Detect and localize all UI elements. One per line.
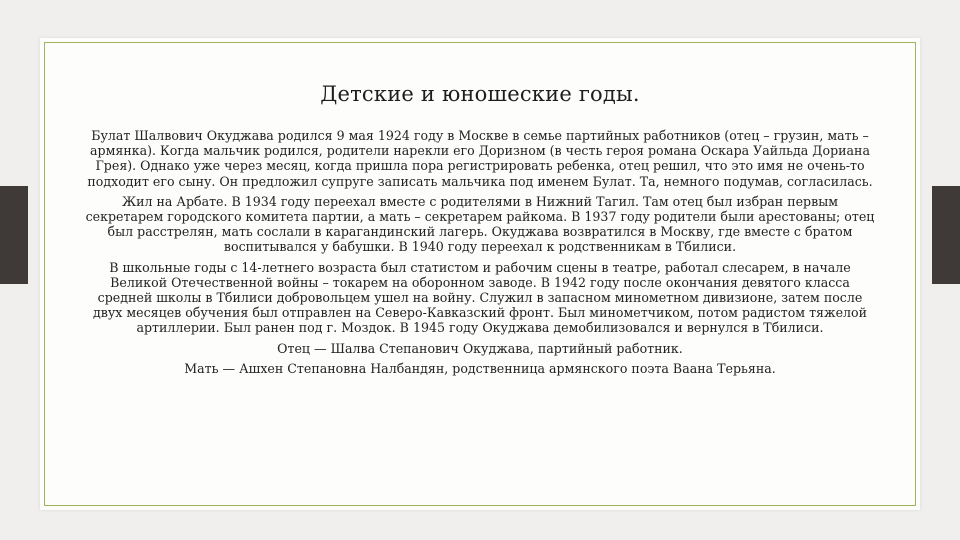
paragraph-arbat: Жил на Арбате. В 1934 году переехал вместе с родителями в Нижний Тагил. Там отец был избран первым секретарем городского комитета партии, а мать – секретарем райкома. В 1937 году родители были арестованы; отец был расстрелян, мать сослали в карагандинский лагерь. Окуджава возвратился в Москву, где вместе с братом воспитывался у бабушки. В 1940 году переехал к родственникам в Тбилиси. (85, 193, 875, 255)
slide-body (82, 128, 878, 381)
paragraph-birth: Булат Шалвович Окуджава родился 9 мая 1924 году в Москве в семье партийных работников (отец – грузин, мать – армянка). Когда мальчик родился, родители нарекли его Доризном (в честь героя романа Оскара Уайльда Дориана Грея). Однако уже через месяц, когда пришла пора регистрировать ребенка, отец решил, что это имя не очень-то подходит его сыну. Он предложил супруге записать мальчика под именем Булат. Та, немного подумав, согласилась. (87, 128, 873, 189)
paragraph-mother: Мать — Ашхен Степановна Налбандян, родственница армянского поэта Ваана Терьяна. (184, 360, 776, 376)
slide (40, 38, 920, 510)
paragraph-school-war: В школьные годы с 14-летнего возраста был статистом и рабочим сцены в театре, работал слесарем, в начале Великой Отечественной войны – токарем на оборонном заводе. В 1942 году после окончания девятого класса средней школы в Тбилиси добровольцем ушел на войну. Служил в запасном минометном дивизионе, затем после двух месяцев обучения был отправлен на Северо-Кавказский фронт. Был минометчиком, потом радистом тяжелой артиллерии. Был ранен под г. Моздок. В 1945 году Окуджава демобилизовался и вернулся в Тбилиси. (92, 259, 868, 336)
paragraph-father: Отец — Шалва Степанович Окуджава, партийный работник. (277, 340, 683, 356)
right-side-tab (932, 186, 960, 284)
slide-title: Детские и юношеские годы. (320, 82, 640, 106)
left-side-tab (0, 186, 28, 284)
